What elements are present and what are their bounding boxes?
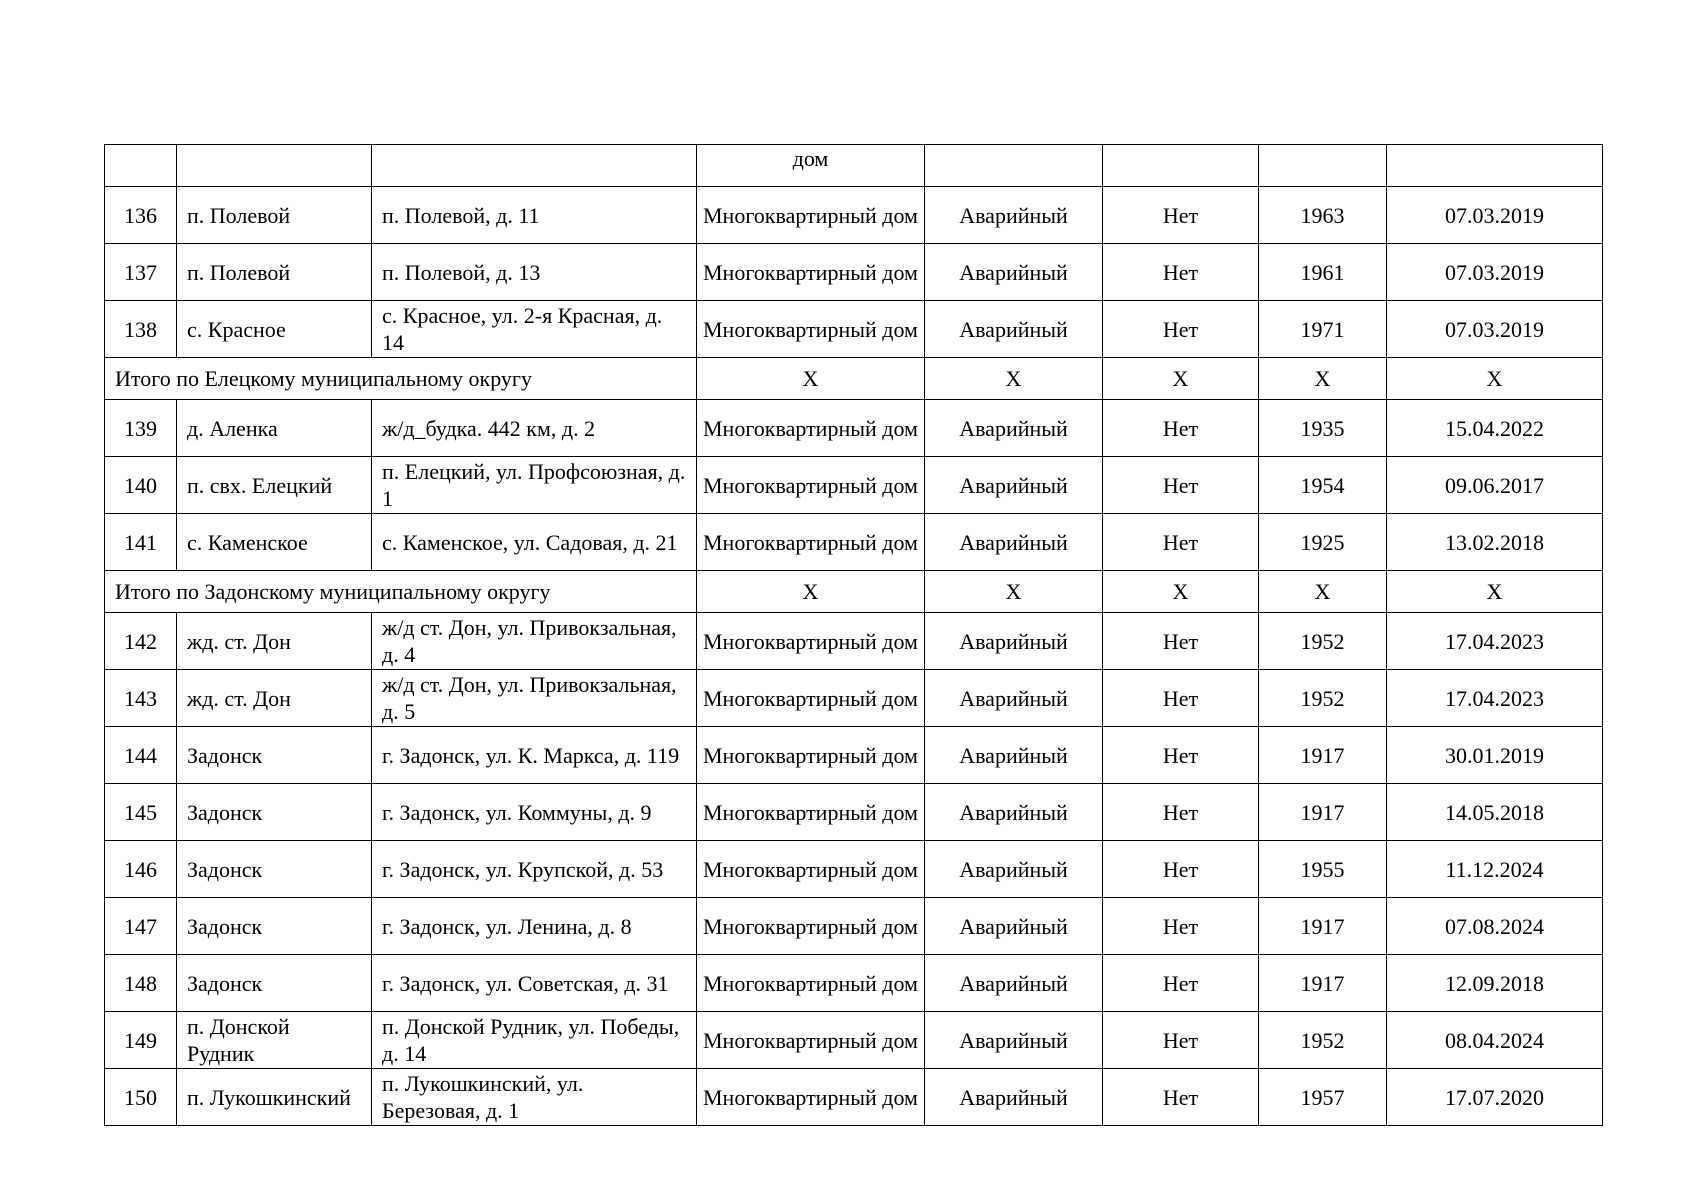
cell-building-type: Многоквартирный дом: [697, 400, 925, 457]
cell-settlement: с. Каменское: [177, 514, 372, 571]
table-row: [105, 955, 1603, 1012]
cell-settlement: п. свх. Елецкий: [177, 457, 372, 514]
cell-number: 147: [105, 898, 177, 955]
table-row: [105, 784, 1603, 841]
cell-flag: Нет: [1103, 670, 1259, 727]
cell-date: 17.04.2023: [1387, 613, 1603, 670]
cell-address: г. Задонск, ул. Ленина, д. 8: [372, 898, 697, 955]
table-row: [105, 457, 1603, 514]
cell-condition: Аварийный: [925, 457, 1103, 514]
cell-settlement: Задонск: [177, 841, 372, 898]
cell-flag: Нет: [1103, 187, 1259, 244]
cell-address: п. Лукошкинский, ул. Березовая, д. 1: [372, 1069, 697, 1126]
cell-year: 1963: [1259, 187, 1387, 244]
cell-number: 149: [105, 1012, 177, 1069]
subtotal-cell: Х: [925, 571, 1103, 613]
cell-building-type: Многоквартирный дом: [697, 955, 925, 1012]
cell-flag: Нет: [1103, 613, 1259, 670]
cell-building-type: Многоквартирный дом: [697, 841, 925, 898]
subtotal-cell: Х: [697, 571, 925, 613]
cell-address: [372, 145, 697, 187]
cell-building-type: Многоквартирный дом: [697, 898, 925, 955]
cell-flag: Нет: [1103, 898, 1259, 955]
cell-date: 07.08.2024: [1387, 898, 1603, 955]
cell-year: 1961: [1259, 244, 1387, 301]
table-row: [105, 187, 1603, 244]
cell-condition: Аварийный: [925, 727, 1103, 784]
cell-date: 17.07.2020: [1387, 1069, 1603, 1126]
cell-number: 141: [105, 514, 177, 571]
cell-number: 143: [105, 670, 177, 727]
cell-condition: Аварийный: [925, 898, 1103, 955]
subtotal-cell: Х: [1259, 571, 1387, 613]
cell-flag: Нет: [1103, 1012, 1259, 1069]
cell-address: ж/д_будка. 442 км, д. 2: [372, 400, 697, 457]
subtotal-label: Итого по Елецкому муниципальному округу: [105, 358, 697, 400]
cell-year: 1917: [1259, 784, 1387, 841]
cell-building-type: дом: [697, 145, 925, 187]
subtotal-row: [105, 571, 1603, 613]
cell-year: 1917: [1259, 727, 1387, 784]
cell-address: г. Задонск, ул. Коммуны, д. 9: [372, 784, 697, 841]
cell-condition: Аварийный: [925, 514, 1103, 571]
subtotal-cell: Х: [1387, 571, 1603, 613]
cell-building-type: Многоквартирный дом: [697, 301, 925, 358]
cell-settlement: Задонск: [177, 898, 372, 955]
subtotal-cell: Х: [925, 358, 1103, 400]
cell-flag: Нет: [1103, 841, 1259, 898]
cell-year: 1917: [1259, 955, 1387, 1012]
cell-settlement: п. Полевой: [177, 187, 372, 244]
table-row: [105, 244, 1603, 301]
cell-date: 30.01.2019: [1387, 727, 1603, 784]
cell-settlement: Задонск: [177, 955, 372, 1012]
subtotal-row: [105, 358, 1603, 400]
cell-date: 07.03.2019: [1387, 187, 1603, 244]
cell-settlement: п. Лукошкинский: [177, 1069, 372, 1126]
cell-building-type: Многоквартирный дом: [697, 670, 925, 727]
cell-building-type: Многоквартирный дом: [697, 457, 925, 514]
table-row: [105, 613, 1603, 670]
cell-number: 140: [105, 457, 177, 514]
table-row: [105, 1012, 1603, 1069]
cell-building-type: Многоквартирный дом: [697, 514, 925, 571]
table-body: [105, 145, 1603, 1126]
cell-address: п. Полевой, д. 13: [372, 244, 697, 301]
cell-address: с. Каменское, ул. Садовая, д. 21: [372, 514, 697, 571]
cell-date: 17.04.2023: [1387, 670, 1603, 727]
cell-settlement: [177, 145, 372, 187]
cell-settlement: Задонск: [177, 784, 372, 841]
cell-number: 148: [105, 955, 177, 1012]
cell-flag: Нет: [1103, 244, 1259, 301]
cell-number: [105, 145, 177, 187]
cell-building-type: Многоквартирный дом: [697, 244, 925, 301]
table-row: [105, 514, 1603, 571]
cell-date: 07.03.2019: [1387, 301, 1603, 358]
cell-address: п. Полевой, д. 11: [372, 187, 697, 244]
cell-condition: Аварийный: [925, 670, 1103, 727]
cell-address: ж/д ст. Дон, ул. Привокзальная, д. 5: [372, 670, 697, 727]
cell-building-type: Многоквартирный дом: [697, 1012, 925, 1069]
cell-number: 139: [105, 400, 177, 457]
table-row: [105, 301, 1603, 358]
subtotal-cell: Х: [1103, 571, 1259, 613]
table-row: [105, 400, 1603, 457]
cell-year: 1925: [1259, 514, 1387, 571]
cell-settlement: п. Полевой: [177, 244, 372, 301]
cell-building-type: Многоквартирный дом: [697, 784, 925, 841]
cell-address: ж/д ст. Дон, ул. Привокзальная, д. 4: [372, 613, 697, 670]
subtotal-label: Итого по Задонскому муниципальному округу: [105, 571, 697, 613]
subtotal-cell: Х: [1103, 358, 1259, 400]
cell-number: 150: [105, 1069, 177, 1126]
table-row: [105, 1069, 1603, 1126]
cell-flag: Нет: [1103, 514, 1259, 571]
cell-number: 137: [105, 244, 177, 301]
cell-settlement: п. Донской Рудник: [177, 1012, 372, 1069]
cell-flag: Нет: [1103, 727, 1259, 784]
cell-flag: Нет: [1103, 301, 1259, 358]
cell-condition: Аварийный: [925, 1012, 1103, 1069]
cell-date: [1387, 145, 1603, 187]
table-row: [105, 841, 1603, 898]
cell-year: 1954: [1259, 457, 1387, 514]
cell-year: [1259, 145, 1387, 187]
cell-date: 08.04.2024: [1387, 1012, 1603, 1069]
cell-year: 1952: [1259, 1012, 1387, 1069]
subtotal-cell: Х: [697, 358, 925, 400]
cell-flag: Нет: [1103, 1069, 1259, 1126]
subtotal-cell: Х: [1259, 358, 1387, 400]
subtotal-cell: Х: [1387, 358, 1603, 400]
cell-number: 146: [105, 841, 177, 898]
cell-condition: Аварийный: [925, 244, 1103, 301]
cell-flag: Нет: [1103, 784, 1259, 841]
cell-address: п. Донской Рудник, ул. Победы, д. 14: [372, 1012, 697, 1069]
cell-condition: Аварийный: [925, 301, 1103, 358]
cell-condition: Аварийный: [925, 841, 1103, 898]
cell-settlement: жд. ст. Дон: [177, 613, 372, 670]
cell-year: 1955: [1259, 841, 1387, 898]
cell-building-type: Многоквартирный дом: [697, 727, 925, 784]
cell-flag: Нет: [1103, 955, 1259, 1012]
cell-flag: [1103, 145, 1259, 187]
cell-condition: [925, 145, 1103, 187]
cell-number: 142: [105, 613, 177, 670]
cell-settlement: с. Красное: [177, 301, 372, 358]
cell-number: 144: [105, 727, 177, 784]
cell-building-type: Многоквартирный дом: [697, 613, 925, 670]
cell-date: 15.04.2022: [1387, 400, 1603, 457]
cell-year: 1935: [1259, 400, 1387, 457]
cell-flag: Нет: [1103, 457, 1259, 514]
housing-registry-table: [104, 144, 1603, 1126]
cell-date: 12.09.2018: [1387, 955, 1603, 1012]
cell-condition: Аварийный: [925, 613, 1103, 670]
cell-year: 1952: [1259, 670, 1387, 727]
cell-address: г. Задонск, ул. Крупской, д. 53: [372, 841, 697, 898]
continuation-row: [105, 145, 1603, 187]
cell-building-type: Многоквартирный дом: [697, 187, 925, 244]
cell-settlement: Задонск: [177, 727, 372, 784]
cell-address: п. Елецкий, ул. Профсоюзная, д. 1: [372, 457, 697, 514]
cell-date: 11.12.2024: [1387, 841, 1603, 898]
table-row: [105, 898, 1603, 955]
cell-settlement: жд. ст. Дон: [177, 670, 372, 727]
cell-condition: Аварийный: [925, 187, 1103, 244]
cell-date: 13.02.2018: [1387, 514, 1603, 571]
cell-address: г. Задонск, ул. Советская, д. 31: [372, 955, 697, 1012]
cell-date: 14.05.2018: [1387, 784, 1603, 841]
cell-number: 138: [105, 301, 177, 358]
cell-building-type: Многоквартирный дом: [697, 1069, 925, 1126]
cell-condition: Аварийный: [925, 1069, 1103, 1126]
cell-address: г. Задонск, ул. К. Маркса, д. 119: [372, 727, 697, 784]
cell-year: 1971: [1259, 301, 1387, 358]
cell-number: 136: [105, 187, 177, 244]
cell-condition: Аварийный: [925, 784, 1103, 841]
table-row: [105, 727, 1603, 784]
cell-year: 1952: [1259, 613, 1387, 670]
cell-date: 07.03.2019: [1387, 244, 1603, 301]
cell-address: с. Красное, ул. 2-я Красная, д. 14: [372, 301, 697, 358]
cell-year: 1957: [1259, 1069, 1387, 1126]
cell-flag: Нет: [1103, 400, 1259, 457]
cell-condition: Аварийный: [925, 400, 1103, 457]
cell-year: 1917: [1259, 898, 1387, 955]
cell-date: 09.06.2017: [1387, 457, 1603, 514]
cell-number: 145: [105, 784, 177, 841]
cell-condition: Аварийный: [925, 955, 1103, 1012]
table-row: [105, 670, 1603, 727]
cell-settlement: д. Аленка: [177, 400, 372, 457]
